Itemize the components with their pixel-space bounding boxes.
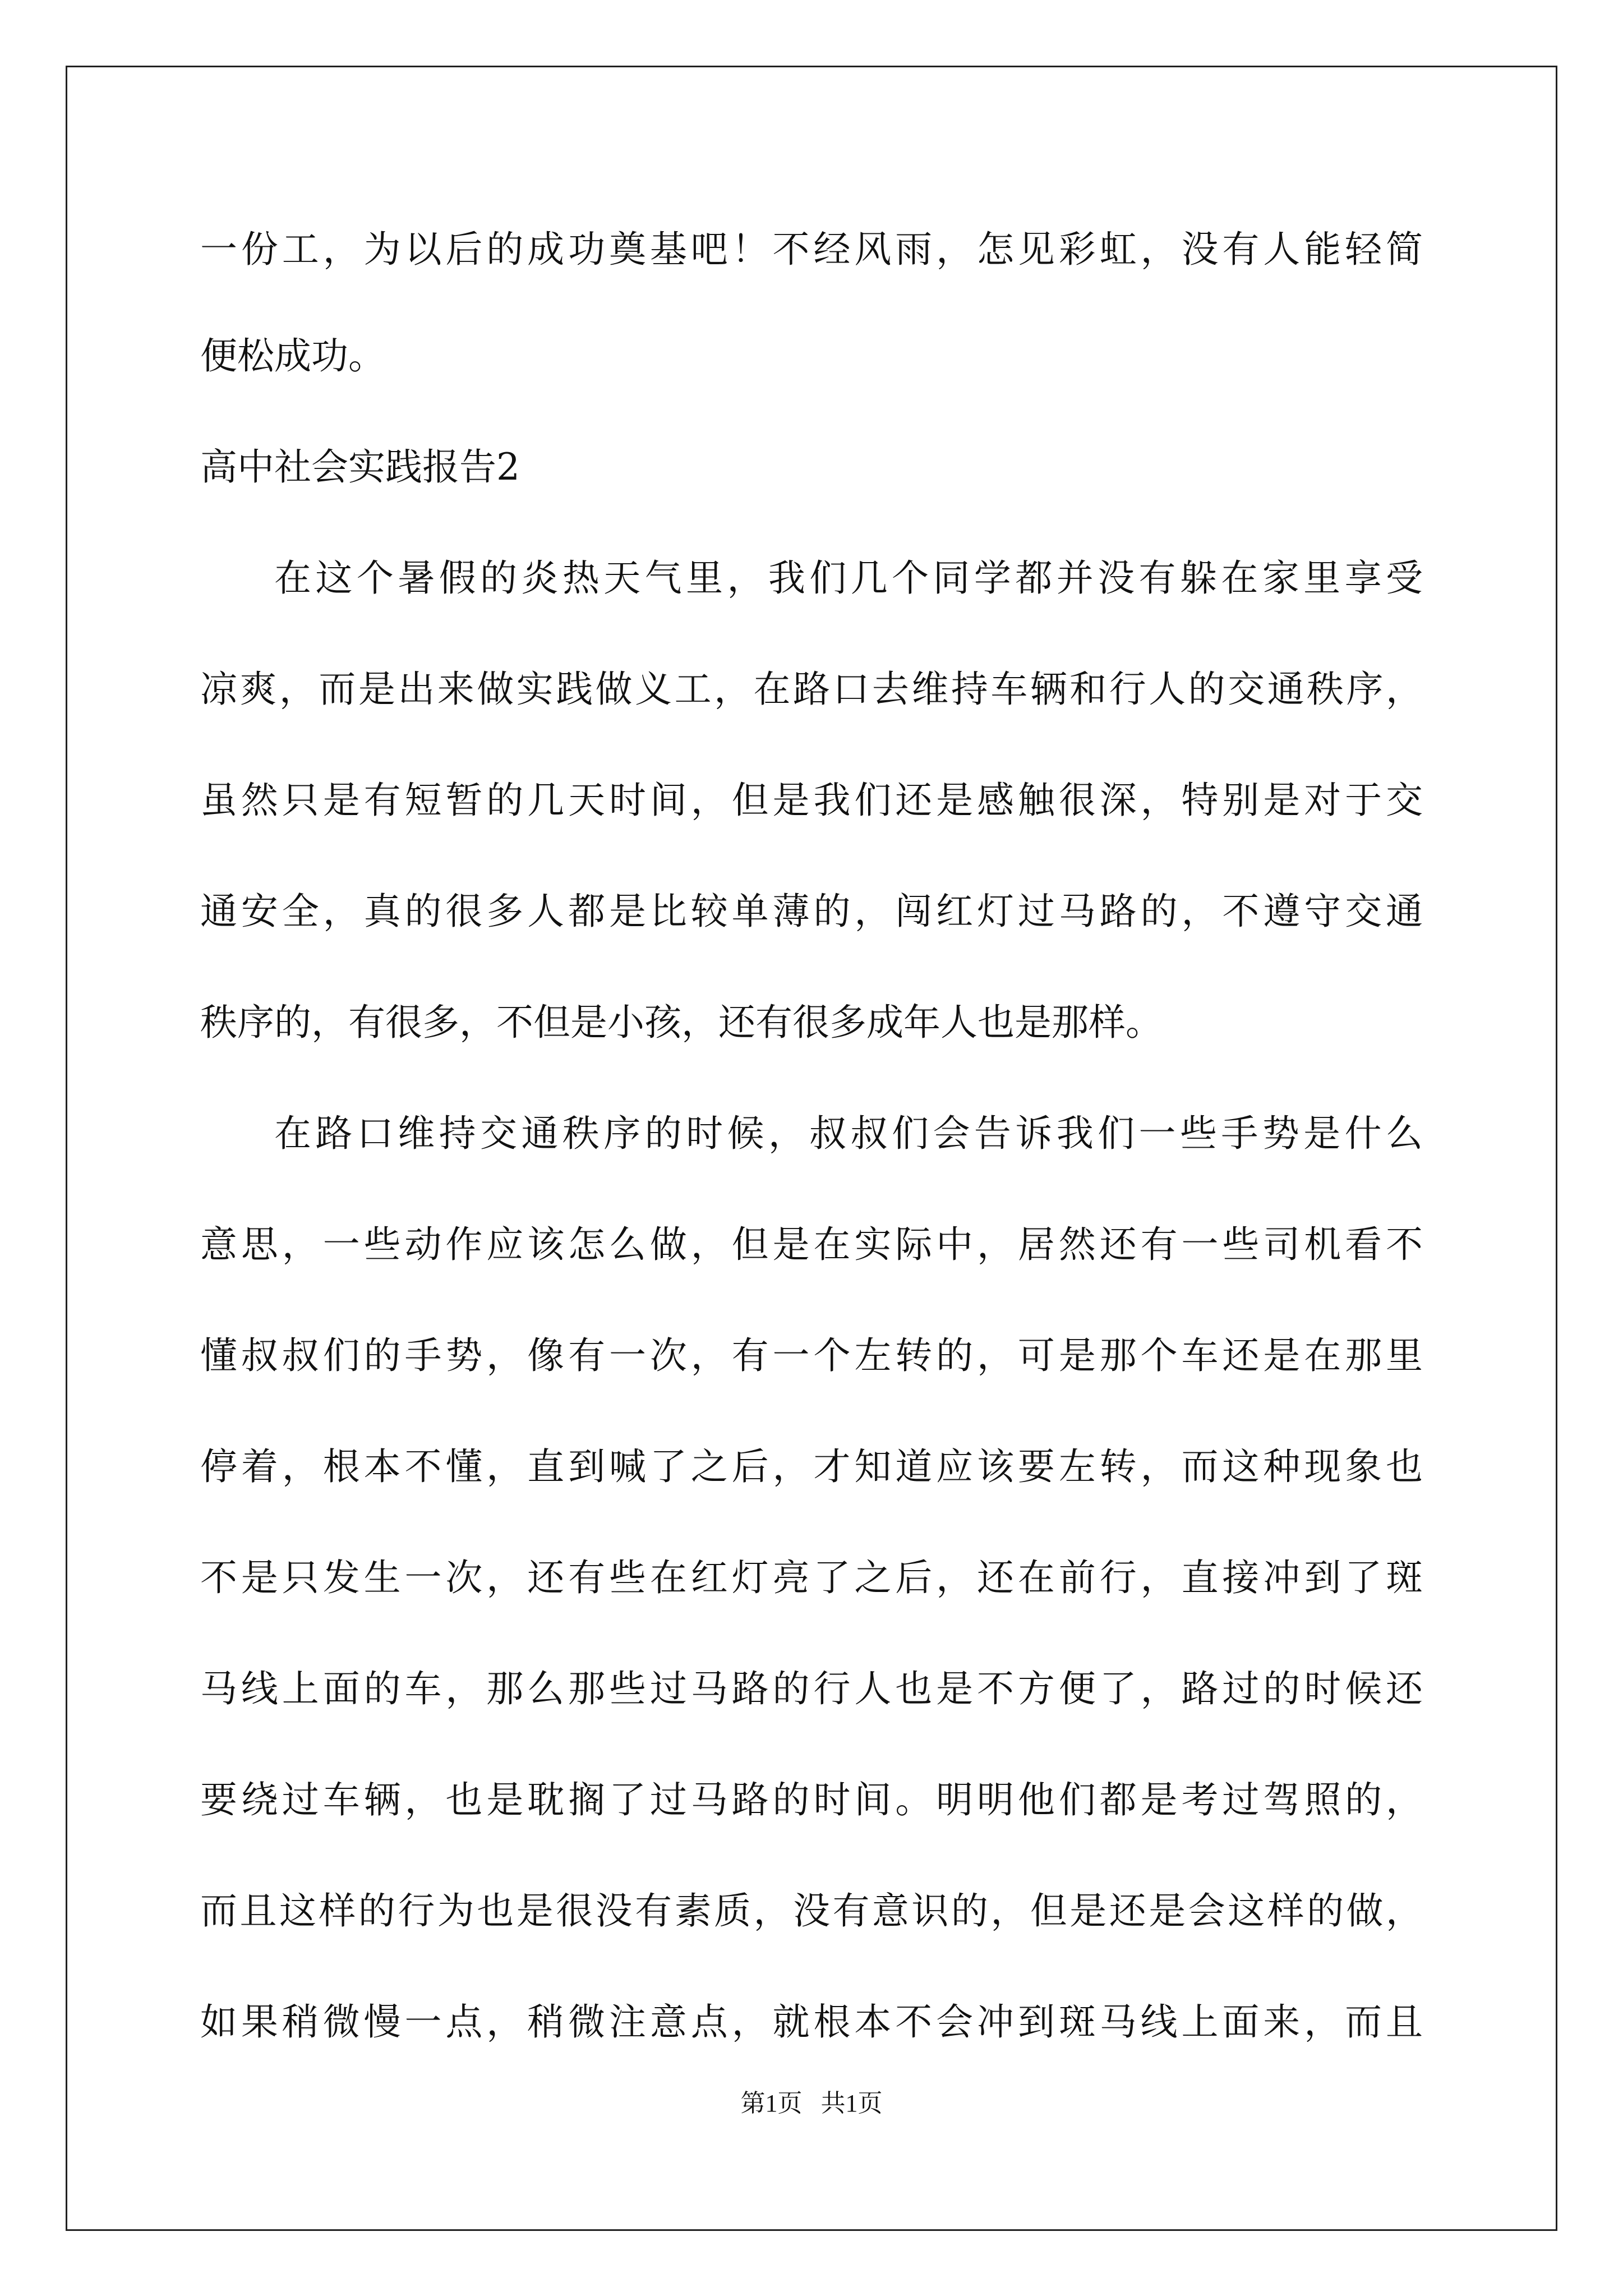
text-line: 停着，根本不懂，直到喊了之后，才知道应该要左转，而这种现象也 bbox=[200, 1445, 1423, 1488]
paragraph-start: 在这个暑假的炎热天气里，我们几个同学都并没有躲在家里享受 bbox=[274, 556, 1423, 600]
text-line: 要绕过车辆，也是耽搁了过马路的时间。明明他们都是考过驾照的， bbox=[200, 1778, 1423, 1821]
text-line: 懂叔叔们的手势，像有一次，有一个左转的，可是那个车还是在那里 bbox=[200, 1334, 1423, 1377]
text-line: 凉爽，而是出来做实践做义工，在路口去维持车辆和行人的交通秩序， bbox=[200, 668, 1423, 711]
text-line: 一份工，为以后的成功奠基吧！不经风雨，怎见彩虹，没有人能轻简 bbox=[200, 228, 1423, 271]
text-line: 马线上面的车，那么那些过马路的行人也是不方便了，路过的时候还 bbox=[200, 1667, 1423, 1710]
text-line: 意思，一些动作应该怎么做，但是在实际中，居然还有一些司机看不 bbox=[200, 1223, 1423, 1266]
paragraph-start: 在路口维持交通秩序的时候，叔叔们会告诉我们一些手势是什么 bbox=[274, 1112, 1423, 1155]
document-body bbox=[200, 213, 1423, 2097]
text-line: 如果稍微慢一点，稍微注意点，就根本不会冲到斑马线上面来，而且 bbox=[200, 2000, 1423, 2044]
text-line: 而且这样的行为也是很没有素质，没有意识的，但是还是会这样的做， bbox=[200, 1889, 1423, 1932]
section-heading: 高中社会实践报告2 bbox=[200, 445, 520, 489]
text-line: 通安全，真的很多人都是比较单薄的，闯红灯过马路的，不遵守交通 bbox=[200, 890, 1423, 933]
text-line: 便松成功。 bbox=[200, 334, 385, 378]
text-line: 虽然只是有短暂的几天时间，但是我们还是感触很深，特别是对于交 bbox=[200, 779, 1423, 822]
text-line: 不是只发生一次，还有些在红灯亮了之后，还在前行，直接冲到了斑 bbox=[200, 1556, 1423, 1599]
page-footer: 第1页 共1页 bbox=[740, 2090, 883, 2117]
text-line: 秩序的，有很多，不但是小孩，还有很多成年人也是那样。 bbox=[200, 1001, 1163, 1044]
